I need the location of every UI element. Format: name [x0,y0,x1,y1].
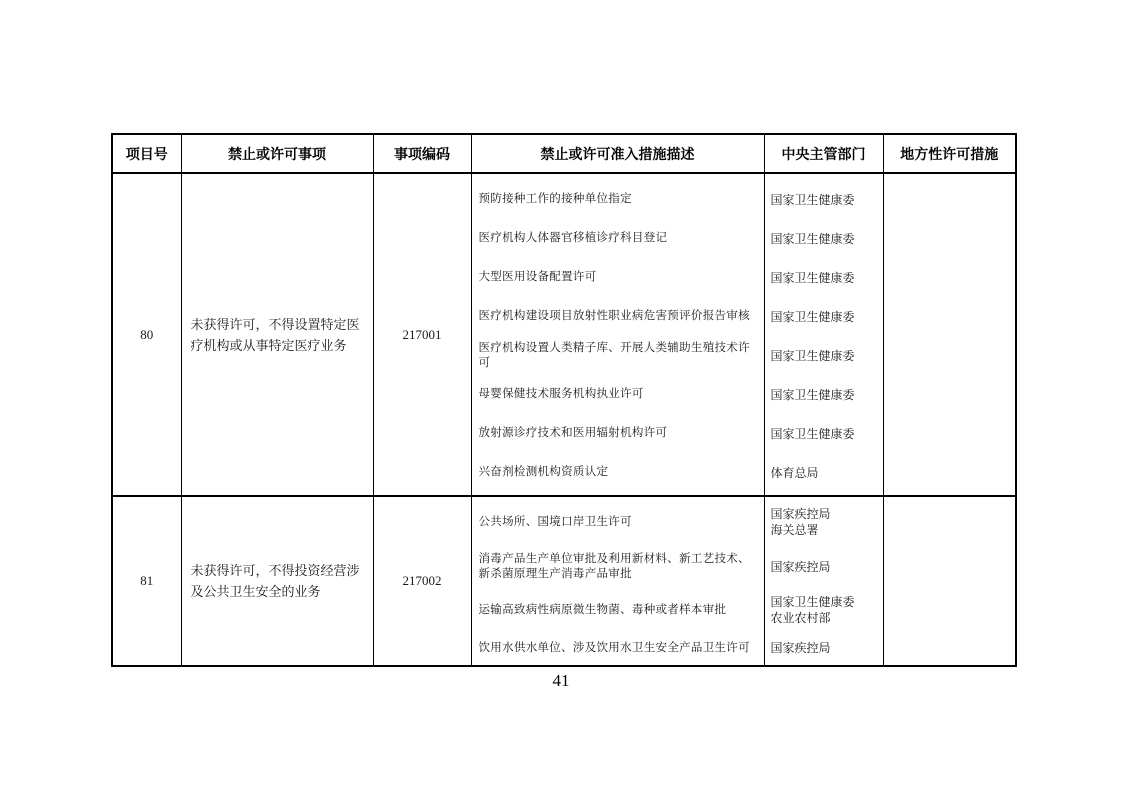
measure-entry: 医疗机构人体器官移植诊疗科目登记 [478,232,668,244]
matter-cell: 未获得许可，不得投资经营涉及公共卫生安全的业务 [181,496,373,666]
measure-entry: 兴奋剂检测机构资质认定 [478,466,609,478]
measure-entry: 放射源诊疗技术和医用辐射机构许可 [478,427,668,439]
central-dept-cell [764,173,883,496]
dept-entry: 体育总局 [770,465,819,480]
header-central-dept: 中央主管部门 [764,134,883,173]
header-matter: 禁止或许可事项 [181,134,373,173]
measure-entry: 大型医用设备配置许可 [478,271,597,283]
header-item-no: 项目号 [112,134,181,173]
negative-list-table [111,133,1017,667]
measures-cell [471,496,764,666]
dept-entry: 国家疾控局 [770,559,831,574]
matter-cell: 未获得许可，不得设置特定医疗机构或从事特定医疗业务 [181,173,373,496]
measure-entry: 预防接种工作的接种单位指定 [478,193,632,205]
measure-entry: 运输高致病性病原微生物菌、毒种或者样本审批 [478,603,727,616]
dept-entry: 国家卫生健康委 [770,348,855,363]
item-no-cell: 80 [112,173,181,496]
measures-cell [471,173,764,496]
measure-entry: 母婴保健技术服务机构执业许可 [478,388,644,400]
header-measure-desc: 禁止或许可准入措施描述 [471,134,764,173]
code-cell: 217002 [373,496,471,666]
header-local-measures: 地方性许可措施 [883,134,1016,173]
measure-entry: 医疗机构建设项目放射性职业病危害预评价报告审核 [478,310,750,322]
dept-entry: 国家卫生健康委 [770,387,855,402]
table-row-81 [112,496,1016,666]
dept-entry: 国家卫生健康委 [770,231,855,246]
header-code: 事项编码 [373,134,471,173]
measure-entry: 消毒产品生产单位审批及利用新材料、新工艺技术、新杀菌原理生产消毒产品审批 [478,552,750,580]
measure-entry: 饮用水供水单位、涉及饮用水卫生安全产品卫生许可 [478,641,750,654]
dept-entry: 国家卫生健康委 农业农村部 [770,595,855,625]
table-header-row [112,134,1016,173]
local-measures-cell [883,496,1016,666]
central-dept-cell [764,496,883,666]
dept-entry: 国家疾控局 海关总署 [770,507,831,537]
dept-entry: 国家卫生健康委 [770,309,855,324]
dept-entry: 国家疾控局 [770,641,831,655]
dept-entry: 国家卫生健康委 [770,192,855,207]
dept-entry: 国家卫生健康委 [770,426,855,441]
dept-entry: 国家卫生健康委 [770,270,855,285]
item-no-cell: 81 [112,496,181,666]
local-measures-cell [883,173,1016,496]
code-cell: 217001 [373,173,471,496]
page-number: 41 [552,671,570,690]
measure-entry: 医疗机构设置人类精子库、开展人类辅助生殖技术许可 [478,341,750,369]
table-row-80 [112,173,1016,496]
measure-entry: 公共场所、国境口岸卫生许可 [478,515,632,528]
